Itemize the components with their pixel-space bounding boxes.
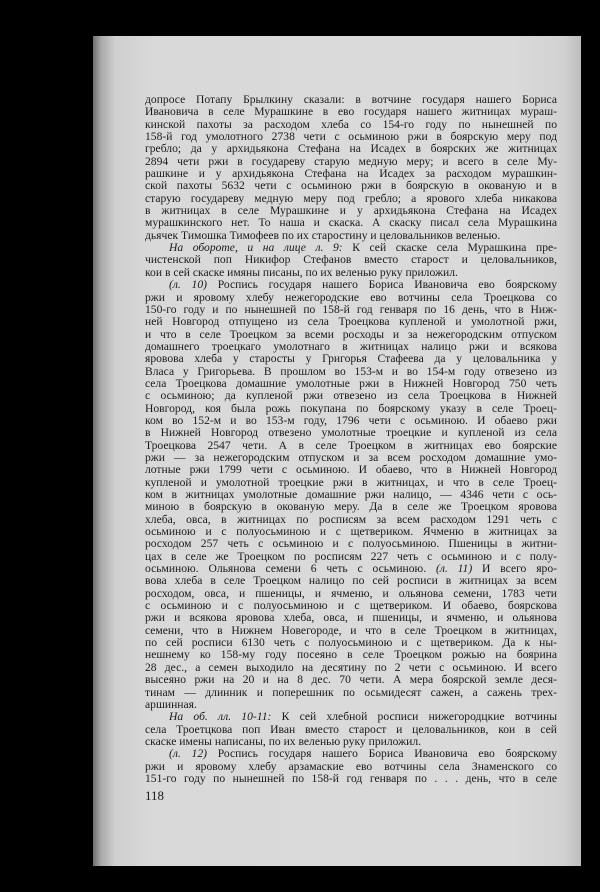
text-line (145, 440, 557, 452)
text-segment: Власа у Григорьева. В прошлом во 153-м и во 154-м году отвезено из (145, 365, 557, 378)
text-line (145, 526, 557, 538)
text-segment: И всего яро- (472, 563, 557, 576)
text-segment: в Нижней Новгород отвезено умолотные троецкие и купленой из села (145, 427, 557, 440)
text-line (145, 254, 557, 266)
text-segment: рашкине и у архидьякона Стефана на Исадех за расходом мурашкин- (145, 168, 557, 181)
text-segment: ской пахоты 5632 чети с осьминою ржи в боярскую в окованую и в (145, 180, 557, 193)
text-line (145, 625, 557, 637)
text-line (145, 575, 557, 587)
text-line (145, 378, 557, 390)
text-line (145, 353, 557, 365)
text-line (145, 180, 557, 192)
page-number: 118 (145, 788, 165, 803)
text-line (145, 316, 557, 328)
text-line (145, 649, 557, 661)
text-segment: домашнего троецкаго умолотнаго в житницах налицо ржи и всякова (145, 340, 557, 353)
folio-reference: (л. 12) (169, 748, 207, 761)
text-line (145, 366, 557, 378)
book-page (93, 36, 581, 866)
folio-reference: (л. 11) (435, 563, 473, 576)
text-line (145, 464, 557, 476)
text-segment: 150-го году и по нынешней по 158-й год генваря по 16 день, что в Ниж- (145, 303, 557, 316)
paragraph (145, 242, 557, 279)
text-line (145, 662, 557, 674)
text-segment: ржи и яровому хлебу арзамаские ево вотчины села Знаменского со (145, 760, 557, 773)
text-line (145, 292, 557, 304)
paragraph (145, 711, 557, 748)
text-segment: с осьминою и с полуосьминою и с щетвериком. И обаево, боярскова (145, 600, 557, 613)
paragraph (145, 279, 557, 711)
text-segment: ней Новгород отпущено из села Троецкова купленой и умолотной ржи, (145, 316, 557, 329)
text-segment: К сей скаске села Мурашкина пре- (342, 242, 557, 255)
text-segment: осьминою. Ольянова семени 6 четь с осьминою. (145, 563, 436, 576)
text-segment: К сей хлебной росписи нижегородцкие вотчины (271, 711, 557, 724)
text-line (145, 736, 557, 748)
folio-reference: На обороте, и на лице л. 9: (169, 242, 343, 255)
text-segment: Роспись государя нашего Бориса Ивановича ево боярскому (207, 279, 557, 292)
text-segment: купленой и умолотной троецкие ржи в житницах, и что в селе Троец- (145, 476, 557, 489)
text-line (145, 106, 557, 118)
text-segment: вова хлеба в селе Троецком налицо по сей росписи в житницах за всем (145, 575, 557, 588)
text-segment: Роспись государя нашего Бориса Ивановича ево боярскому (207, 748, 557, 761)
text-segment: тинам — длинник и поперешник по осьмидесят сажен, а сажень трех- (145, 686, 557, 699)
text-line (145, 205, 557, 217)
text-line (145, 514, 557, 526)
text-segment: росходом 257 четь с осьминою и с полуосьминою. Пшеницы в житни- (145, 538, 557, 551)
text-line (145, 538, 557, 550)
text-segment: лотные ржи 1799 чети с осьминою. И обаево, что в Нижней Новгород (145, 464, 557, 477)
text-line (145, 600, 557, 612)
folio-reference: (л. 10) (169, 279, 207, 292)
text-segment: ржи и всякова яровова хлеба, овса, и пшеницы, и ячменю, и ольянова (145, 612, 557, 625)
text-line (145, 501, 557, 513)
text-segment: 151-го году по нынешней по 158-й год генваря по . . . день, что в селе (145, 772, 557, 785)
text-segment: 158-й год умолотного 2738 чети с осьминою ржи в боярскую меру под (145, 131, 557, 144)
text-line (145, 279, 557, 291)
text-line (145, 156, 557, 168)
text-segment: 28 дес., а семен выходило на десятину по 2 чети с осьминою. И всего (145, 661, 557, 674)
text-segment: села Троетцкова поп Иван вместо старост и целовальников, кои в сей (145, 723, 557, 736)
text-segment: аршинная. (145, 698, 197, 711)
text-segment: скаске имены написаны, по их веленью руку приложил. (145, 735, 422, 748)
text-line (145, 94, 557, 106)
text-segment: чистенской поп Никифор Стефанов вместо старост и целовальников, (145, 254, 557, 267)
text-segment: Новгород, коя была рожь покупана по боярскому указу в селе Троец- (145, 402, 557, 415)
text-segment: хлеба, овса, в житницах по росписям за всем расходом 1291 четь с (145, 513, 557, 526)
text-segment: по сей росписи 6130 четь с полуосьминою и с щетвериком. Да к ны- (145, 637, 557, 650)
text-line (145, 168, 557, 180)
text-segment: ком во 152-м и во 153-м году, 1796 чети с осьминою. И обаево ржи (145, 414, 557, 427)
text-line (145, 563, 557, 575)
text-segment: гребло; да у архидьякона Стефана на Исадех в боярских же житницах (145, 143, 557, 156)
text-line (145, 415, 557, 427)
text-line (145, 674, 557, 686)
text-line (145, 687, 557, 699)
folio-reference: На об. лл. 10-11: (169, 711, 272, 724)
text-segment: кинской пахоты за расходом хлеба со 154-го году по нынешней по (145, 118, 557, 131)
text-line (145, 699, 557, 711)
text-line (145, 588, 557, 600)
paragraph (145, 748, 557, 785)
text-line (145, 612, 557, 624)
text-line (145, 489, 557, 501)
text-segment: яровова хлеба у старосты у Григорья Стафеева да у целовальника у (145, 353, 557, 366)
text-segment: ком в житницах умолотные домашние ржи налицо, — 4346 чети с ось- (145, 489, 557, 501)
text-segment: миною в боярскую в окованую меру. Да в селе же Троецком яровова (145, 501, 557, 514)
text-line (145, 637, 557, 649)
text-line (145, 403, 557, 415)
text-line (145, 452, 557, 464)
text-line (145, 711, 557, 723)
text-segment: осьминою и с полуосьминою и с щетвериком. Ячменю в житницах за (145, 526, 557, 539)
text-line (145, 761, 557, 773)
text-segment: цах в селе же Троецком по росписям 227 четь с осьминою и с полу- (145, 550, 557, 563)
text-line (145, 748, 557, 760)
text-line (145, 119, 557, 131)
text-line (145, 724, 557, 736)
text-segment: нешнему ко 158-му году посеяно в селе Троецком рожью на боярина (145, 649, 557, 662)
text-segment: 2894 чети ржи в государеву старую медную меру; и всего в селе Му- (145, 155, 557, 168)
text-segment: Ивановича в селе Мурашкине в ево государя нашего житницах мураш- (145, 106, 557, 119)
text-segment: старую государеву медную меру под гребло; а ярового хлеба никакова (145, 192, 557, 205)
text-line (145, 193, 557, 205)
text-segment: высеяно ржи на 20 и на 8 дес. 70 чети. А мера боярской земле деся- (145, 674, 557, 687)
text-line (145, 242, 557, 254)
text-segment: мурашкинского нет. То наша и скаска. А скаску писал села Мурашкина (145, 217, 557, 230)
text-line (145, 477, 557, 489)
page-text (145, 94, 557, 785)
text-line (145, 551, 557, 563)
text-segment: Троецкова 2547 чети. А в селе Троецком в житницах ево боярские (145, 439, 557, 452)
text-segment: ржи и яровому хлебу нежегородские ево вотчины села Троецкова со (145, 291, 557, 304)
text-line (145, 304, 557, 316)
text-line (145, 131, 557, 143)
paragraph (145, 94, 557, 242)
text-line (145, 217, 557, 229)
text-segment: в житницах в селе Мурашкине и у архидьякона Стефана на Исадех (145, 205, 557, 218)
text-line (145, 390, 557, 402)
text-segment: с осьминою; да купленой ржи отвезено из села Троецкова в Нижней (145, 390, 557, 403)
text-segment: допросе Потапу Брылкину сказали: в вотчине государя нашего Бориса (145, 94, 557, 106)
text-line (145, 267, 557, 279)
text-segment: кои в сей скаске имяны писаны, по их веленью руку приложил. (145, 266, 458, 279)
text-line (145, 341, 557, 353)
text-segment: ржи — за нежегородским отпуском и за всем росходом домашние умо- (145, 451, 557, 464)
text-line (145, 143, 557, 155)
text-line (145, 427, 557, 439)
text-line (145, 329, 557, 341)
text-line (145, 773, 557, 785)
text-segment: села Троецкова домашние умолотные ржи в Нижней Новгород 750 четь (145, 377, 557, 390)
text-segment: дьячек Тимошка Тимофеев по их старостину и целовальников веленью. (145, 229, 501, 242)
text-segment: росходом, овса, и пшеницы, и ячменю, и ольянова семени, 1783 чети (145, 587, 557, 600)
text-segment: семени, что в Нижнем Новегороде, и что в селе Троецком в житницах, (145, 624, 557, 637)
text-segment: и что в селе Троецком за всеми росходы и за нежегородским отпуском (145, 328, 557, 341)
text-line (145, 230, 557, 242)
